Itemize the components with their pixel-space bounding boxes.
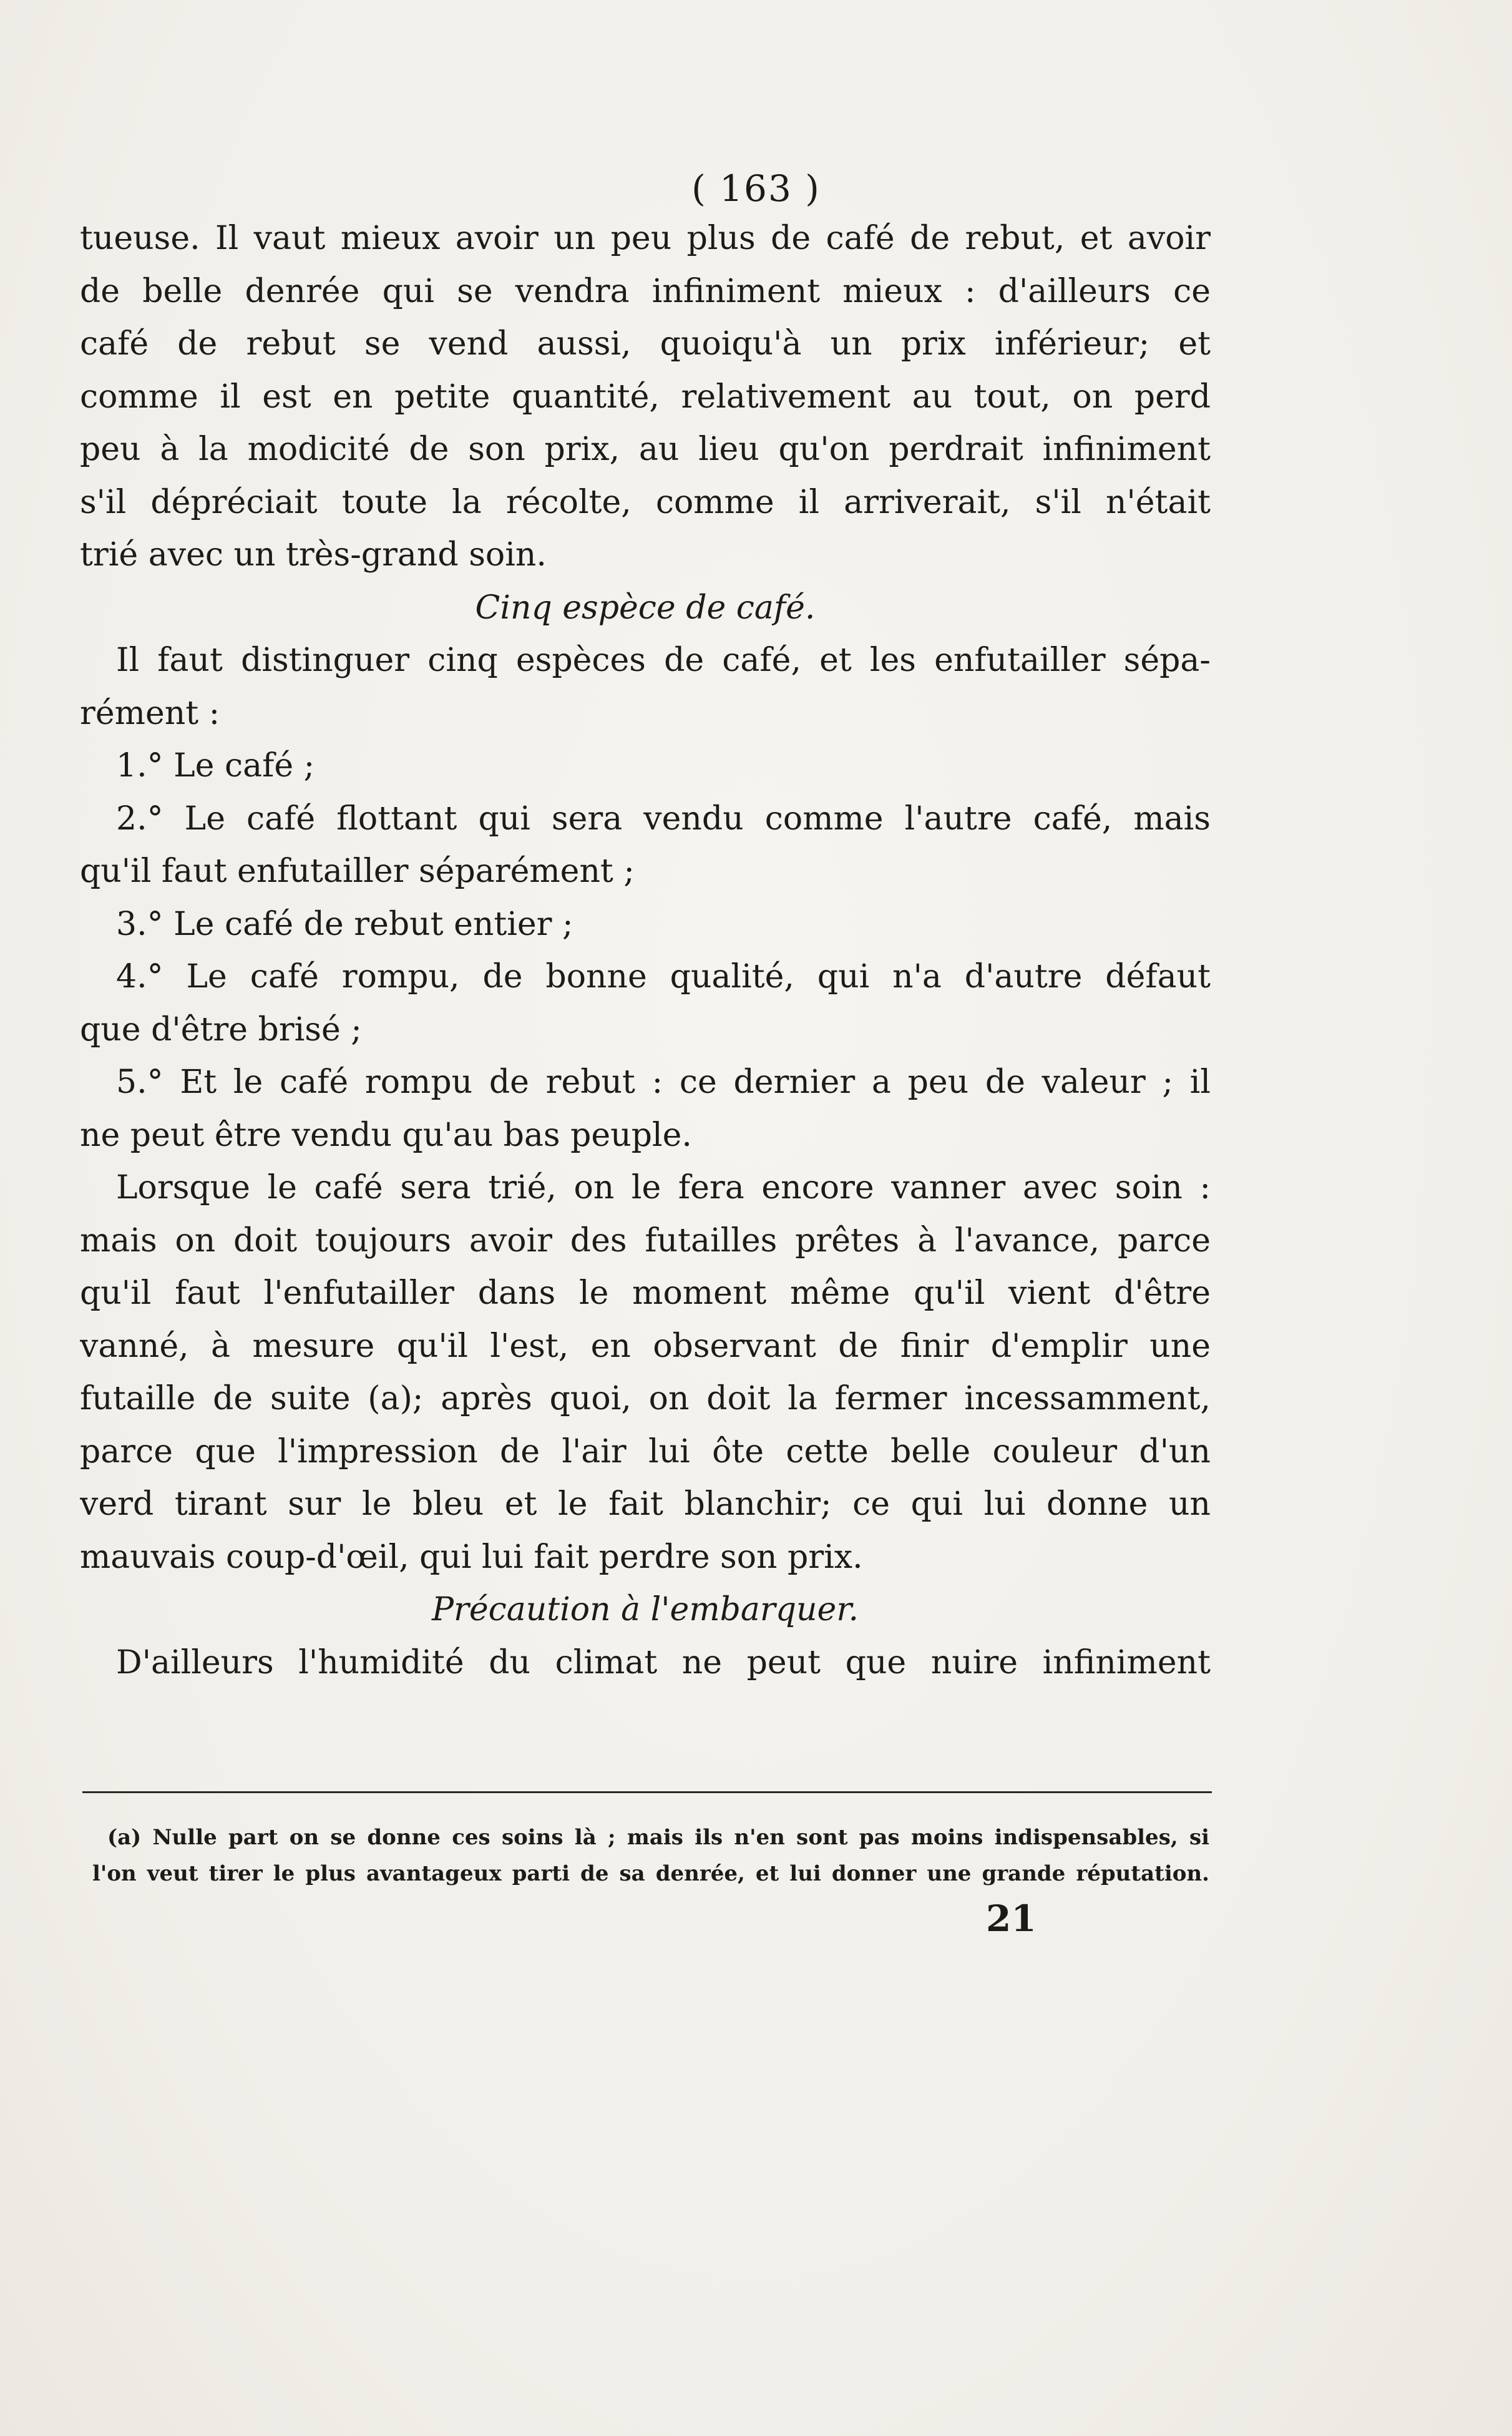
text-line: Il faut distinguer cinq espèces de café, et les enfutailler sépa- <box>116 642 1211 679</box>
text-line: que d'être brisé ; <box>80 1010 362 1049</box>
section-heading: Précaution à l'embarquer. <box>432 1591 859 1628</box>
page-number: ( 163 ) <box>691 167 821 210</box>
text-line: Lorsque le café sera trié, on le fera encore vanner avec soin : <box>116 1169 1211 1206</box>
text-line: D'ailleurs l'humidité du climat ne peut que nuire infiniment <box>116 1643 1211 1681</box>
body-text <box>80 212 1211 1689</box>
text-line: café de rebut se vend aussi, quoiqu'à un prix inférieur; et <box>80 325 1211 363</box>
list-item: 5.° Et le café rompu de rebut : ce dernier a peu de valeur ; il <box>116 1064 1211 1101</box>
text-line: de belle denrée qui se vendra infiniment mieux : d'ailleurs ce <box>80 272 1211 310</box>
text-line: tueuse. Il vaut mieux avoir un peu plus de café de rebut, et avoir <box>80 220 1211 257</box>
footnote-line: (a) Nulle part on se donne ces soins là ; mais ils n'en sont pas moins indispensables, si <box>107 1825 1209 1850</box>
list-item: 4.° Le café rompu, de bonne qualité, qui n'a d'autre défaut <box>116 958 1211 995</box>
text-line: peu à la modicité de son prix, au lieu qu'on perdrait infiniment <box>80 431 1211 468</box>
text-line: futaille de suite (a); après quoi, on doit la fermer incessamment, <box>80 1380 1211 1417</box>
text-line: ne peut être vendu qu'au bas peuple. <box>80 1116 692 1154</box>
text-line: verd tirant sur le bleu et le fait blanchir; ce qui lui donne un <box>80 1485 1211 1523</box>
footnote-line: l'on veut tirer le plus avantageux parti de sa denrée, et lui donner une grande réputation. <box>92 1861 1209 1886</box>
section-heading: Cinq espèce de café. <box>475 589 816 627</box>
text-line: mais on doit toujours avoir des futailles prêtes à l'avance, parce <box>80 1221 1211 1260</box>
list-item: 1.° Le café ; <box>116 747 315 785</box>
footnote-divider <box>82 1791 1212 1793</box>
text-line: trié avec un très-grand soin. <box>80 536 547 574</box>
list-item: 3.° Le café de rebut entier ; <box>116 905 573 943</box>
text-line: s'il dépréciait toute la récolte, comme il arriverait, s'il n'était <box>80 483 1211 521</box>
text-line: rément : <box>80 694 220 732</box>
text-line: qu'il faut l'enfutailler dans le moment même qu'il vient d'être <box>80 1274 1211 1312</box>
text-line: mauvais coup-d'œil, qui lui fait perdre son prix. <box>80 1538 863 1576</box>
text-line: parce que l'impression de l'air lui ôte cette belle couleur d'un <box>80 1432 1211 1470</box>
list-item: 2.° Le café flottant qui sera vendu comme l'autre café, mais <box>116 800 1211 838</box>
text-line: qu'il faut enfutailler séparément ; <box>80 853 635 890</box>
text-line: vanné, à mesure qu'il l'est, en observant de finir d'emplir une <box>80 1327 1211 1365</box>
footnote <box>92 1819 1209 1892</box>
text-line: comme il est en petite quantité, relativement au tout, on perd <box>80 378 1211 416</box>
signature-mark: 21 <box>986 1897 1036 1940</box>
